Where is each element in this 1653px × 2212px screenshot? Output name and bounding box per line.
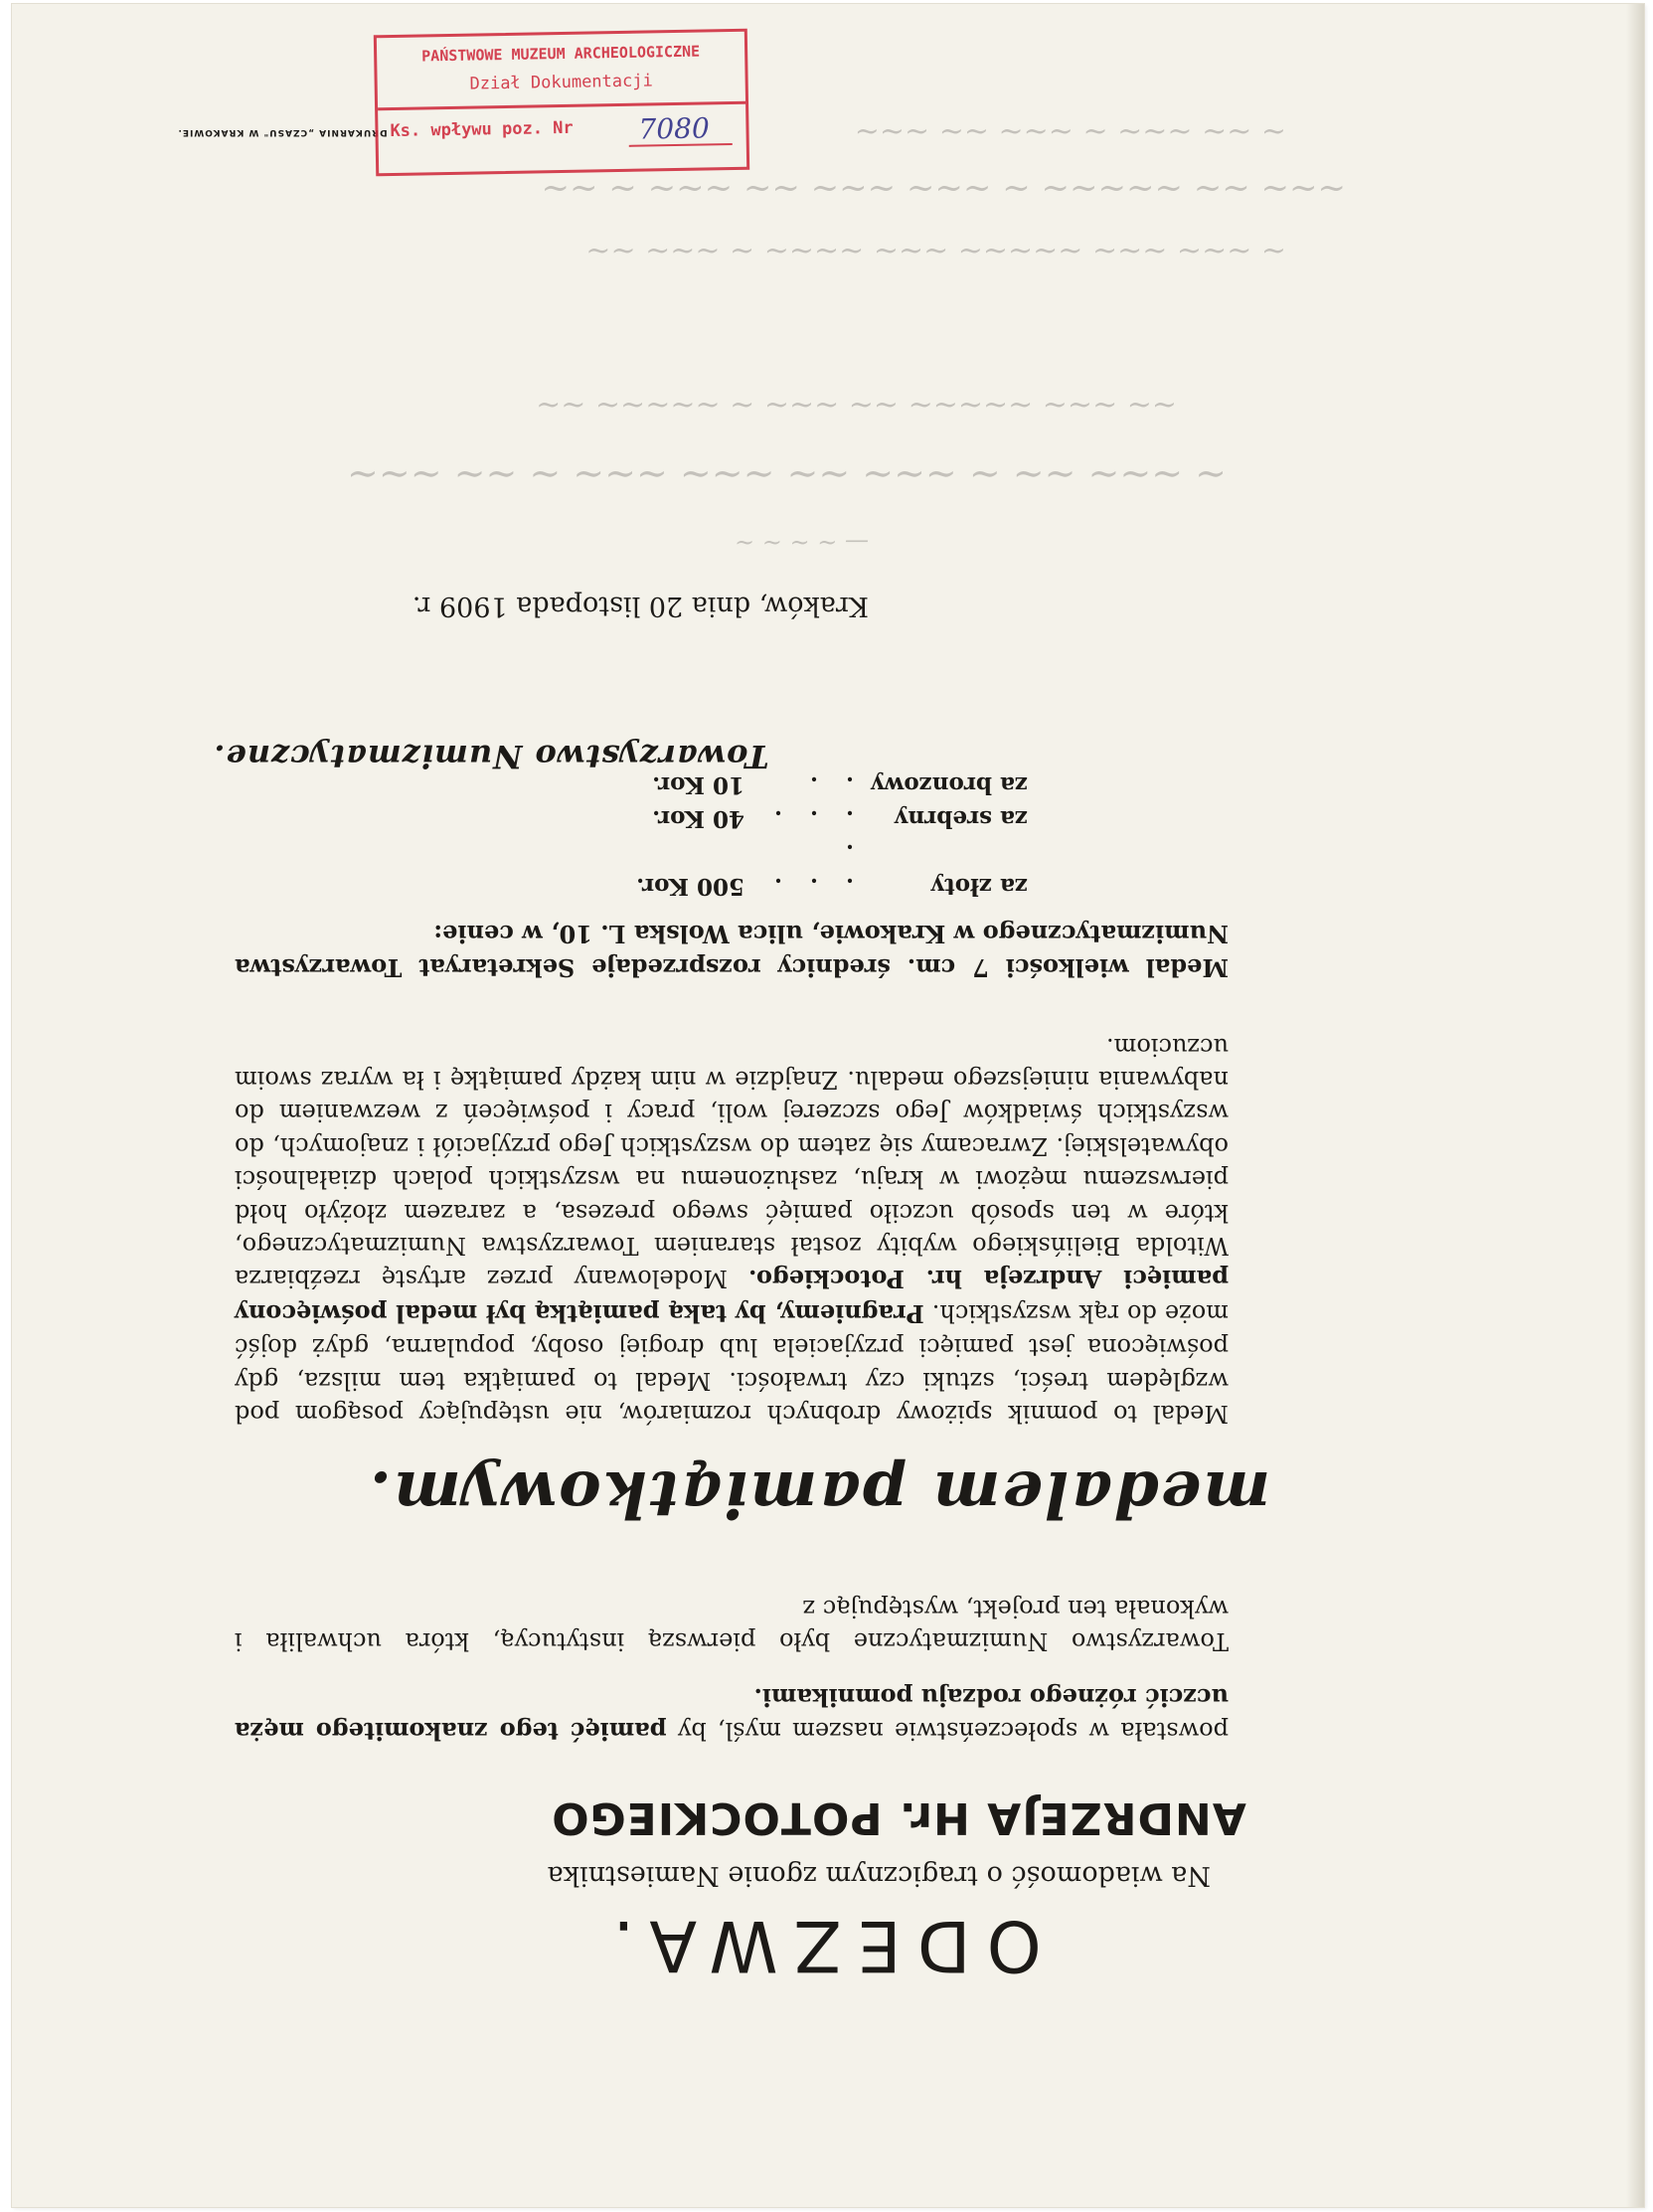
date-line: Kraków, dnia 20 listopada 1909 r. [412, 591, 869, 621]
bleed-through-mark: ~ ~~~ ~~ ~ ~~~ ~~ ~~~ ~~~ ~ ~~ ~~~ [347, 453, 1227, 497]
stamp-department: Dział Dokumentacji [469, 71, 653, 94]
bleed-through-mark: ~~ ~~~ ~~~~~ ~~ ~~~ ~ ~~~~~ ~~ [536, 388, 1177, 423]
price-amount: 500 Kor. [636, 873, 744, 900]
document-sheet [12, 4, 1644, 2207]
price-list [571, 767, 1028, 903]
paragraph-3 [235, 1029, 1229, 1430]
stamp-divider [378, 101, 745, 110]
price-row [571, 835, 1028, 903]
stamp-entry-number: 7080 [638, 111, 711, 146]
price-dots: . . . [763, 805, 854, 832]
stamp-entry-label: Ks. wpływu poz. Nr [390, 117, 574, 142]
paragraph-3-bold: Pragniemy, by taką pamiątką był medal poświęcony pamięci Andrzeja hr. Potockiego. [234, 1265, 1229, 1328]
stamp-number-underline [629, 143, 733, 147]
price-amount: 10 Kor. [652, 771, 744, 798]
price-label: za srebrny [895, 805, 1028, 832]
honoree-name: ANDRZEJA Hr. POTOCKIEGO [551, 1792, 1246, 1843]
paragraph-1 [235, 1680, 1229, 1748]
price-row [571, 801, 1028, 835]
archive-stamp [374, 29, 749, 177]
stamp-institution: PAŃSTWOWE MUZEUM ARCHEOLOGICZNE [421, 42, 701, 66]
bleed-through-mark: — ~ ~ ~ ~ [735, 529, 869, 557]
section-heading: medalem pamiątkowym. [367, 1456, 1271, 1531]
bleed-through-mark: ~ ~~ ~~~ ~ ~~~ ~~ ~~~ [854, 114, 1286, 149]
paragraph-1-bold: pamięć tego znakomitego męża uczcić różnego rodzaju pomnikami. [235, 1683, 1229, 1746]
price-dots: . . [799, 771, 854, 798]
document-title: ODEZWA. [596, 1905, 1042, 1986]
paragraph-1-text: powstała w społeczeństwie naszem myśl, by [666, 1717, 1229, 1745]
sale-notice: Medal wielkości 7 cm. średnicy rozsprzedaje Sekretaryat Towarzystwa Numizmatycznego w Krakowie, ulica Wolska L. 10, w cenie: [235, 920, 1229, 982]
price-label: za bronzowy [871, 771, 1028, 798]
bleed-through-mark: ~ ~~~ ~~~ ~~~~~ ~~~ ~~~~ ~ ~~~ ~~ [585, 234, 1286, 268]
printer-imprint: DRUKARNIA „CZASU" W KRAKOWIE. [177, 127, 388, 137]
price-label: za złoty [930, 873, 1028, 900]
paragraph-3-part-a: Medal to pomnik spiżowy drobnych rozmiarów, nie ustępujący posągom pod względem treści, sztuki czy trwałości. Medal to pamiątka tem milsza, gdy poświęcona jest pamięci przyjaciela lub drogiej osoby, popularna, gdyż dojść może do rąk wszystkich. [235, 1298, 1229, 1428]
price-amount: 40 Kor. [652, 805, 744, 832]
inverted-page-content [12, 4, 1644, 2207]
paragraph-2: Towarzystwo Numizmatyczne było pierwszą instytucyą, która uchwaliła i wykonała ten projekt, występując z [235, 1595, 1229, 1655]
intro-line: Na wiadomość o tragicznym zgonie Namiestnika [547, 1860, 1211, 1891]
price-dots: . . . . [763, 839, 854, 900]
signature: Towarzystwo Numizmatyczne. [213, 738, 769, 775]
bleed-through-mark: ~~~ ~~ ~~~~~ ~ ~~~ ~~~ ~~ ~~~ ~ ~~ [541, 169, 1346, 209]
paragraph-3-part-b: Modelowany przez artystę rzeźbiarza Witolda Bielińskiego wybity został staraniem Towarzystwa Numizmatycznego, które w ten sposób uczciło pamięć swego prezesa, a zarazem złożyło hołd pierwszemu mężowi w kraju, zasłużonemu na wszystkich polach działalności obywatelskiej. Zwracamy się zatem do wszystkich Jego przyjaciół i znajomych, do wszystkich świadków Jego szczerej woli, pracy i poświęceń z wezwaniem do nabywania niniejszego medalu. Znajdzie w nim każdy pamiątkę i ła wyraz swoim uczuciom. [234, 1032, 1229, 1293]
